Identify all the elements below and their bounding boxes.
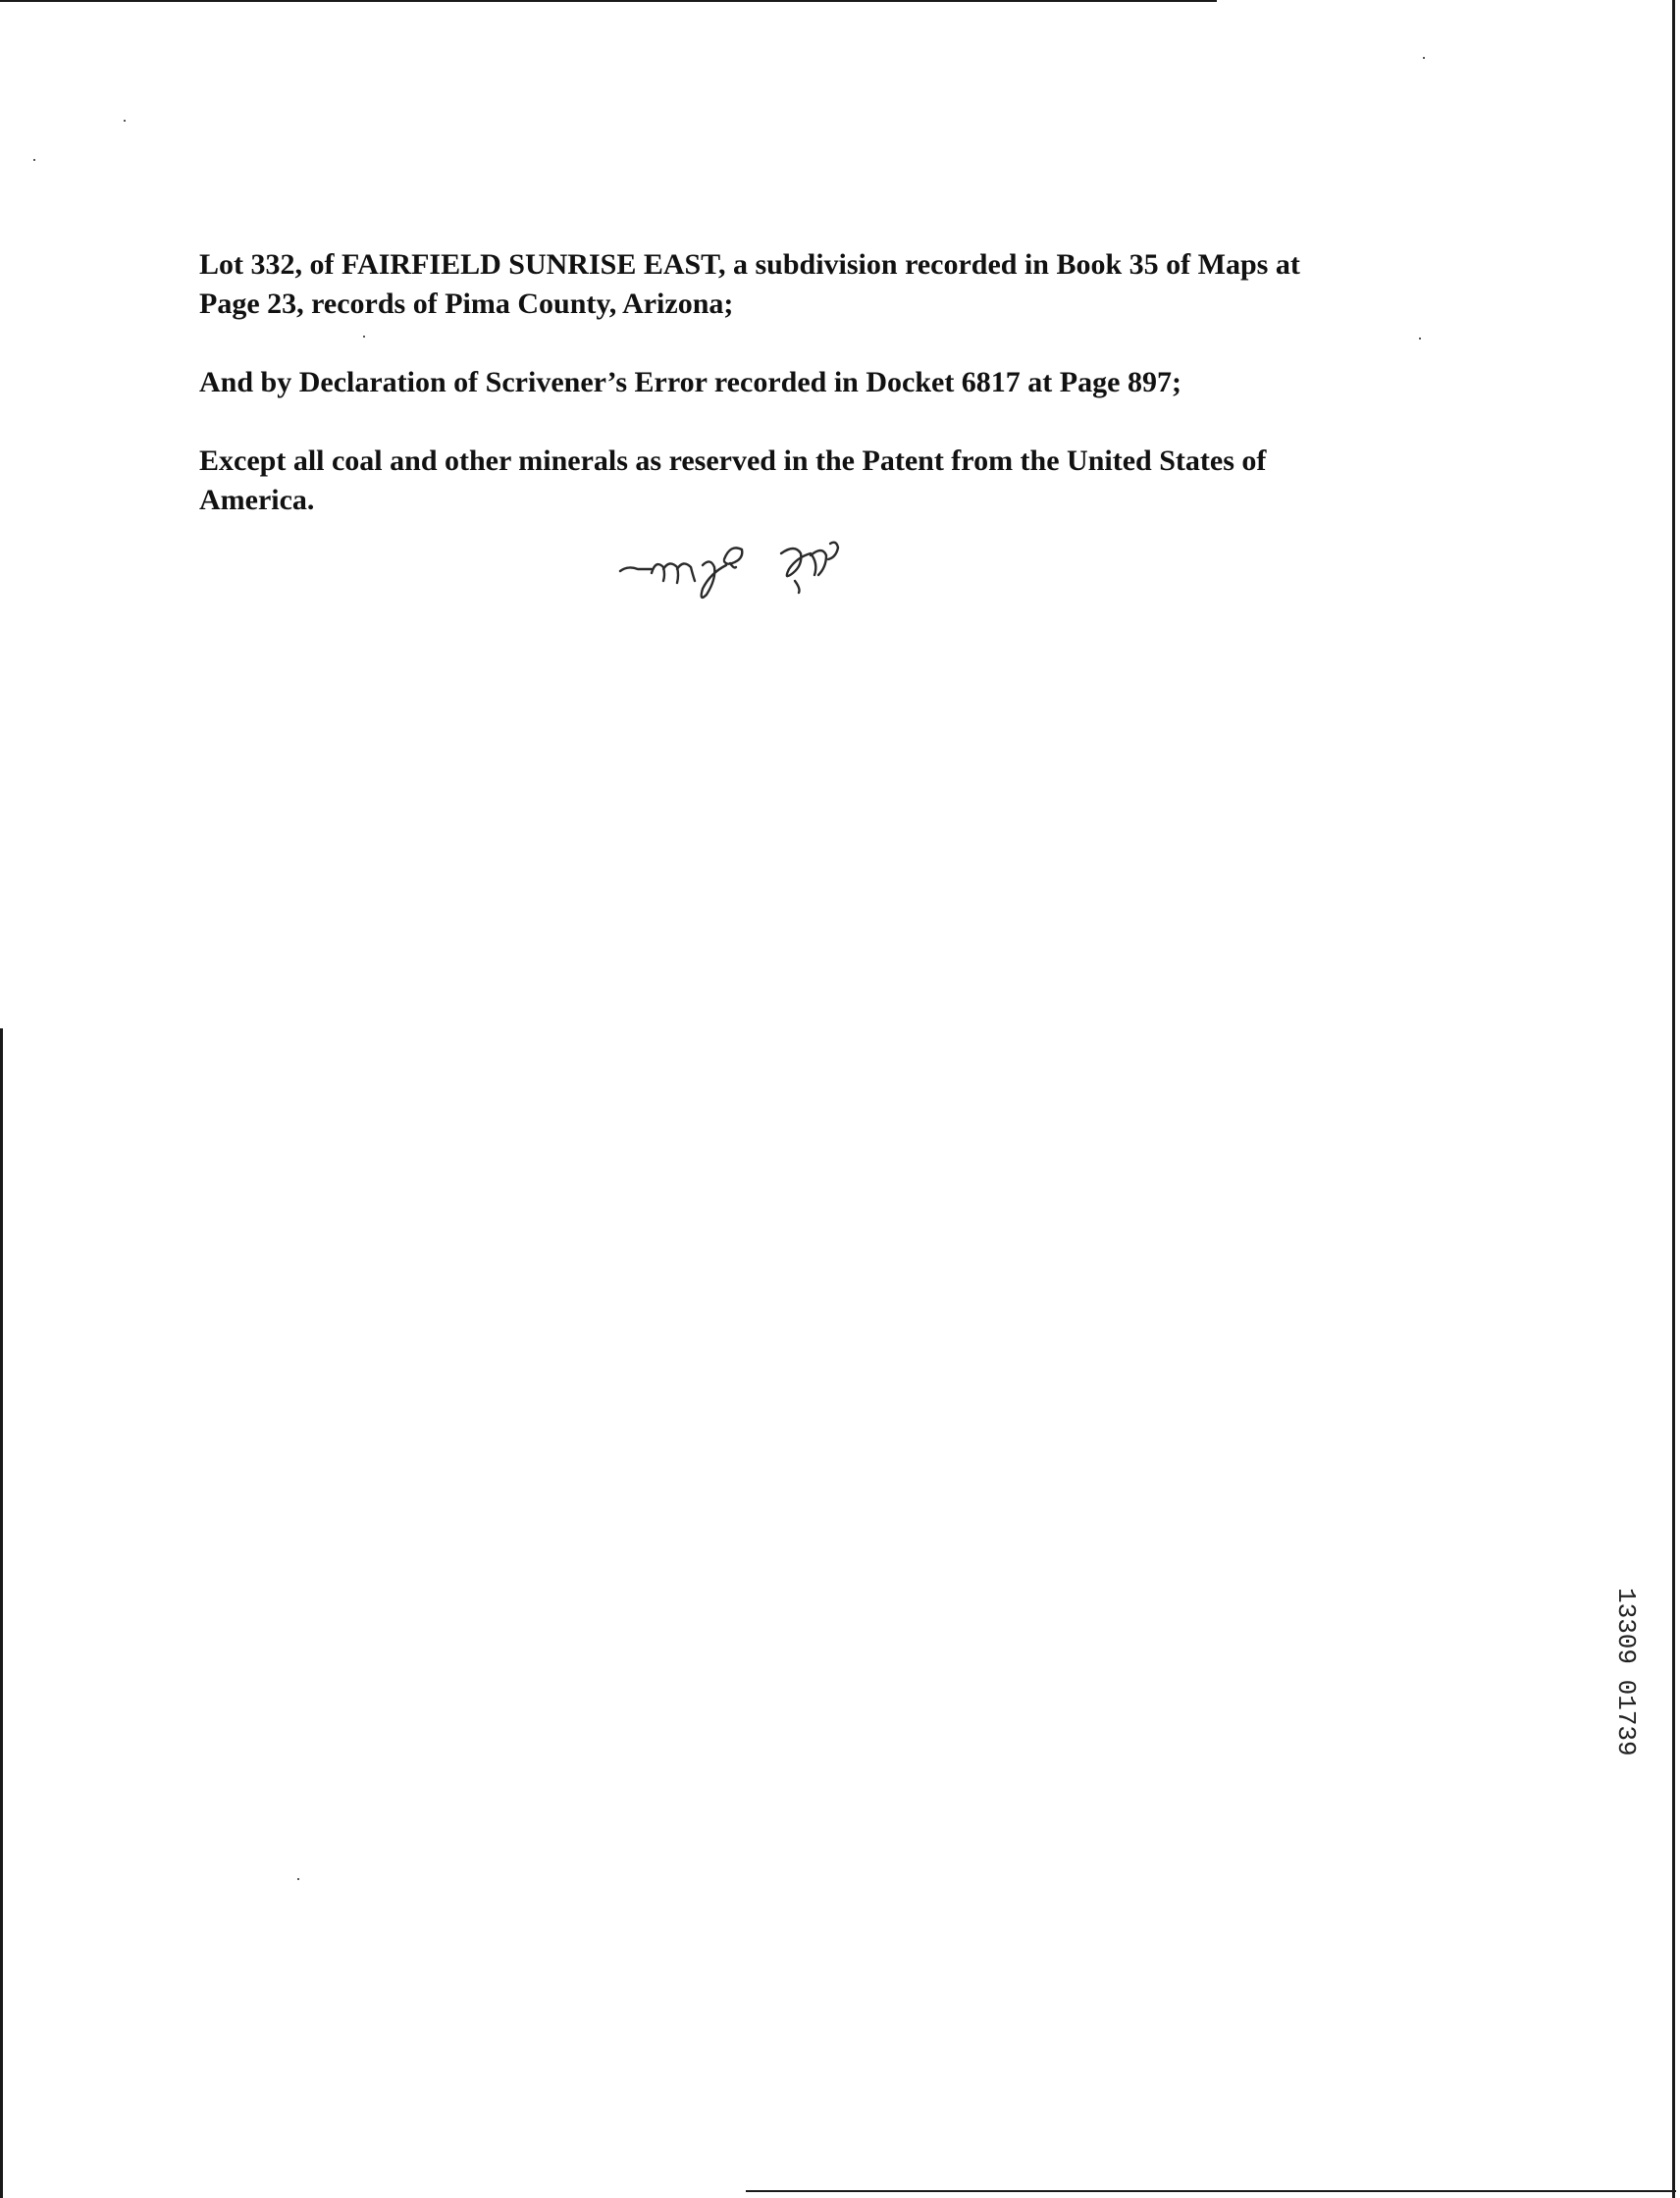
scan-speck — [363, 336, 365, 338]
scan-speck — [297, 1878, 299, 1880]
scan-speck — [124, 120, 126, 122]
scan-edge-right — [1672, 0, 1675, 2198]
scan-edge-top — [0, 0, 1217, 2]
legal-description-exception: Except all coal and other minerals as reserved in the Patent from the United States of America. — [199, 445, 1267, 516]
scan-edge-bottom — [746, 2190, 1676, 2192]
scan-speck — [33, 159, 35, 161]
recording-stamp — [1609, 1588, 1645, 1813]
legal-description-declaration: And by Declaration of Scrivener’s Error recorded in Docket 6817 at Page 897; — [199, 366, 1181, 398]
scan-speck — [1423, 57, 1425, 59]
scan-edge-left — [0, 1028, 3, 2198]
recording-stamp-number: 13309 01739 — [1611, 1588, 1641, 1756]
scan-speck — [1419, 338, 1421, 340]
legal-description-lot: Lot 332, of FAIRFIELD SUNRISE EAST, a subdivision recorded in Book 35 of Maps at Page 23, records of Pima County, Arizona; — [199, 248, 1300, 320]
handwritten-initials — [608, 530, 883, 618]
